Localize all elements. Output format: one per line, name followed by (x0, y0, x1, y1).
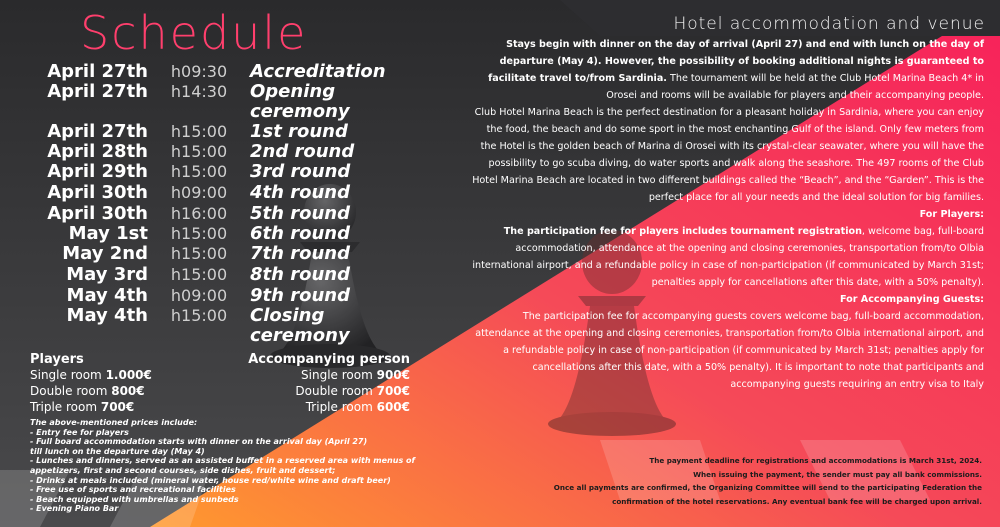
deadline-line: Once all payments are confirmed, the Organizing Committee will send to the participating Federation the (553, 483, 982, 492)
included-item: - Evening Piano Bar (30, 504, 119, 514)
schedule-event: 8th round (250, 264, 350, 285)
payment-deadline (462, 454, 982, 508)
accompanying-price-row: Single room 900€ (301, 368, 410, 382)
schedule-date: April 27th (47, 121, 148, 142)
schedule-event: 3rd round (250, 161, 351, 182)
schedule-event: Opening ceremony (250, 81, 350, 122)
players-price-row: Single room 1.000€ (30, 368, 152, 382)
schedule-event: 5th round (250, 203, 350, 224)
guests-section-heading: For Accompanying Guests: (839, 294, 984, 305)
hotel-description: Club Hotel Marina Beach is the perfect destination for a pleasant holiday in Sardinia, where you can enjoy the food, the beach and do some sport in the most enchanting Gulf of the island. Only few meters from the Hotel is the golden beach of Marina di Orosei with its crystal-clear seawater, where you will have the possibility to go scuba diving, do water sports and walk along the seashore. The 497 rooms of the Club Hotel Marina Beach are located in two different buildings called the “Beach”, and the “Garden”. This is the perfect place for all your needs and the ideal solution for big families. (472, 107, 984, 203)
schedule-event: 1st round (250, 121, 348, 142)
schedule-time: h15:00 (170, 265, 228, 284)
schedule-date: May 4th (66, 305, 148, 326)
guests-fee-text: The participation fee for accompanying guests covers welcome bag, full-board accommodation, attendance at the opening and closing ceremonies, transportation from/to Olbia international airport, and a refundable policy in case of non-participation (if communicated by March 31st; penalties apply for cancellations after this date, with a 50% penalty). It is important to note that participants and accompanying guests requiring an entry visa to Italy (475, 311, 984, 390)
accompanying-price-block (225, 352, 410, 415)
schedule-time: h09:00 (170, 286, 228, 305)
schedule-time: h15:00 (170, 306, 228, 325)
schedule-time: h14:30 (170, 82, 228, 101)
schedule-event: 6th round (250, 223, 350, 244)
included-item: - Beach equipped with umbrellas and sunbeds (30, 494, 239, 504)
schedule-event: 7th round (250, 243, 350, 264)
hotel-text (468, 36, 984, 393)
included-heading: The above-mentioned prices include: (30, 418, 198, 427)
accompanying-price-row: Triple room 600€ (305, 400, 410, 414)
schedule-time: h15:00 (170, 142, 228, 161)
schedule-row (40, 142, 440, 162)
schedule-time: h16:00 (170, 204, 228, 223)
schedule-date: May 3rd (66, 264, 148, 285)
schedule-time: h15:00 (170, 162, 228, 181)
players-price-row: Double room 800€ (30, 384, 145, 398)
schedule-time: h15:00 (170, 244, 228, 263)
schedule-title: Schedule (80, 6, 308, 60)
schedule-date: April 27th (47, 61, 148, 82)
players-price-block (30, 352, 230, 415)
accompanying-heading: Accompanying person (248, 352, 410, 367)
included-item: - Lunches and dinners, served as an assisted buffet in a reserved area with menus of (30, 456, 415, 466)
included-items (30, 418, 450, 514)
hotel-title: Hotel accommodation and venue (673, 14, 985, 34)
schedule-event: 9th round (250, 285, 350, 306)
schedule-event: Accreditation (250, 61, 386, 82)
schedule-row (40, 305, 440, 346)
schedule-row (40, 81, 440, 122)
schedule-row (40, 204, 440, 224)
accompanying-price-row: Double room 700€ (295, 384, 410, 398)
schedule-event: 4th round (250, 182, 350, 203)
schedule-row (40, 224, 440, 244)
schedule-row (40, 265, 440, 285)
schedule-date: May 4th (66, 285, 148, 306)
players-heading: Players (30, 352, 84, 367)
included-item: - Drinks at meals included (mineral water, house red/white wine and draft beer) (30, 475, 391, 485)
schedule-time: h15:00 (170, 122, 228, 141)
hotel-intro: Stays begin with dinner on the day of arrival (April 27) and end with lunch on the day of departure (May 4). However, the possibility of booking additional nights is guaranteed to facilitate travel to/from Sardinia. The tournament will be held at the Club Hotel Marina Beach 4* in Orosei and rooms will be available for players and their accompanying people. (488, 39, 984, 101)
schedule-row (40, 162, 440, 182)
deadline-line: When issuing the payment, the sender must pay all bank commissions. (693, 469, 982, 479)
schedule-date: April 28th (47, 141, 148, 162)
deadline-line: The payment deadline for registrations and accommodations is March 31st, 2024. (649, 456, 982, 465)
included-item: till lunch on the departure day (May 4) (30, 446, 205, 456)
schedule-row (40, 244, 440, 264)
deadline-line: confirmation of the hotel reservations. Any eventual bank fee will be charged upon arrival. (612, 496, 982, 506)
schedule-date: April 30th (47, 182, 148, 203)
schedule-event: 2nd round (250, 141, 355, 162)
included-item: - Free use of sports and recreational facilities (30, 485, 236, 495)
players-price-row: Triple room 700€ (30, 400, 135, 414)
schedule-time: h09:30 (170, 62, 228, 81)
included-item: appetizers, first and second courses, side dishes, fruit and dessert; (30, 465, 336, 475)
included-item: - Entry fee for players (30, 427, 129, 437)
schedule-row (40, 183, 440, 203)
schedule-time: h09:00 (170, 183, 228, 202)
schedule-date: April 30th (47, 203, 148, 224)
players-fee-text: The participation fee for players includes tournament registration, welcome bag, full-board accommodation, attendance at the opening and closing ceremonies, transportation from/to Olbia international airport, and a refundable policy in case of non-participation (if communicated by March 31st; penalties apply for cancellations after this date, with a 50% penalty). (472, 226, 984, 288)
schedule-date: April 27th (47, 81, 148, 102)
schedule-row (40, 286, 440, 306)
schedule-row (40, 62, 440, 82)
included-item: - Full board accommodation starts with dinner on the arrival day (April 27) (30, 437, 368, 447)
schedule-date: May 2nd (62, 243, 148, 264)
schedule-event: Closing ceremony (250, 305, 350, 346)
players-section-heading: For Players: (919, 209, 984, 220)
schedule-row (40, 122, 440, 142)
schedule-date: April 29th (47, 161, 148, 182)
schedule-time: h15:00 (170, 224, 228, 243)
schedule-date: May 1st (68, 223, 148, 244)
